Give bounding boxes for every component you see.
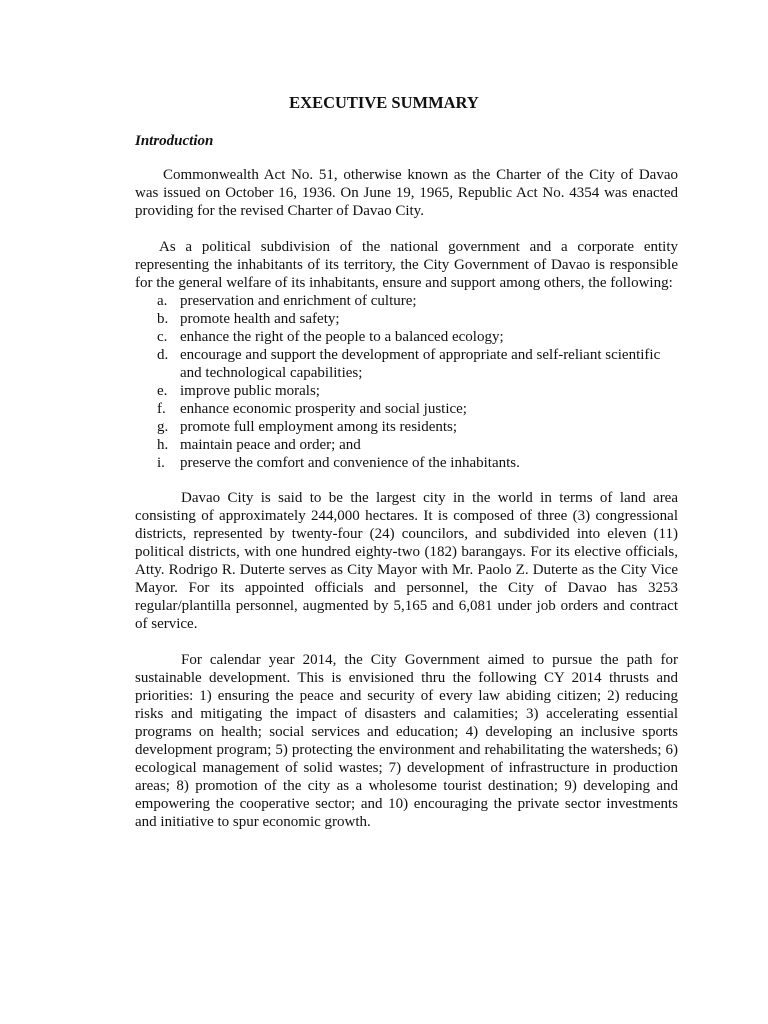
page-title: EXECUTIVE SUMMARY bbox=[289, 93, 479, 112]
responsibilities-list bbox=[135, 292, 678, 472]
list-item-text: preserve the comfort and convenience of the inhabitants. bbox=[180, 455, 520, 471]
list-item-text: promote full employment among its residents; bbox=[180, 419, 458, 435]
list-marker: f. bbox=[157, 401, 166, 417]
paragraph-charter: Commonwealth Act No. 51, otherwise known as the Charter of the City of Davao was issued on October 16, 1936. On June 19, 1965, Republic Act No. 4354 was enacted providing for the revised Charter of Davao City. bbox=[135, 167, 678, 219]
list-marker: g. bbox=[157, 419, 169, 435]
section-heading: Introduction bbox=[135, 133, 214, 149]
list-marker: e. bbox=[157, 383, 168, 399]
list-marker: h. bbox=[157, 437, 169, 453]
list-item-text: maintain peace and order; and bbox=[180, 437, 361, 453]
list-marker: d. bbox=[157, 347, 169, 363]
list-item-text: promote health and safety; bbox=[180, 311, 340, 327]
list-item bbox=[135, 346, 678, 382]
list-item-text: improve public morals; bbox=[180, 383, 320, 399]
list-item-text: enhance economic prosperity and social justice; bbox=[180, 401, 467, 417]
paragraph-thrusts-priorities: For calendar year 2014, the City Government aimed to pursue the path for sustainable development. This is envisioned thru the following CY 2014 thrusts and priorities: 1) ensuring the peace and security of every law abiding citizen; 2) reducing risks and mitigating the impact of disasters and calamities; 3) accelerating essential programs on health; social services and education; 4) developing an inclusive sports development program; 5) protecting the environment and rehabilitating the watersheds; 6) ecological management of solid wastes; 7) development of infrastructure in production areas; 8) promotion of the city as a wholesome tourist destination; 9) developing and empowering the cooperative sector; and 10) encouraging the private sector investments and initiative to spur economic growth. bbox=[135, 652, 678, 830]
list-item bbox=[135, 310, 678, 328]
list-item bbox=[135, 454, 678, 472]
list-marker: c. bbox=[157, 329, 168, 345]
list-marker: a. bbox=[157, 293, 168, 309]
list-item bbox=[135, 436, 678, 454]
paragraph-city-profile: Davao City is said to be the largest city in the world in terms of land area consisting of approximately 244,000 hectares. It is composed of three (3) congressional districts, represented by twenty-four (24) councilors, and subdivided into eleven (11) political districts, with one hundred eighty-two (182) barangays. For its elective officials, Atty. Rodrigo R. Duterte serves as City Mayor with Mr. Paolo Z. Duterte as the City Vice Mayor. For its appointed officials and personnel, the City of Davao has 3253 regular/plantilla personnel, augmented by 5,165 and 6,081 under job orders and contract of service. bbox=[135, 490, 678, 632]
list-marker: i. bbox=[157, 455, 165, 471]
list-item bbox=[135, 418, 678, 436]
list-item-text: enhance the right of the people to a balanced ecology; bbox=[180, 329, 504, 345]
list-item-text: preservation and enrichment of culture; bbox=[180, 293, 417, 309]
list-item bbox=[135, 328, 678, 346]
list-item bbox=[135, 400, 678, 418]
list-item bbox=[135, 292, 678, 310]
list-marker: b. bbox=[157, 311, 169, 327]
list-item bbox=[135, 382, 678, 400]
paragraph-responsibilities: As a political subdivision of the national government and a corporate entity representing the inhabitants of its territory, the City Government of Davao is responsible for the general welfare of its inhabitants, ensure and support among others, the following: bbox=[135, 239, 678, 291]
list-item-text: encourage and support the development of appropriate and self-reliant scientific and technological capabilities; bbox=[180, 347, 661, 381]
